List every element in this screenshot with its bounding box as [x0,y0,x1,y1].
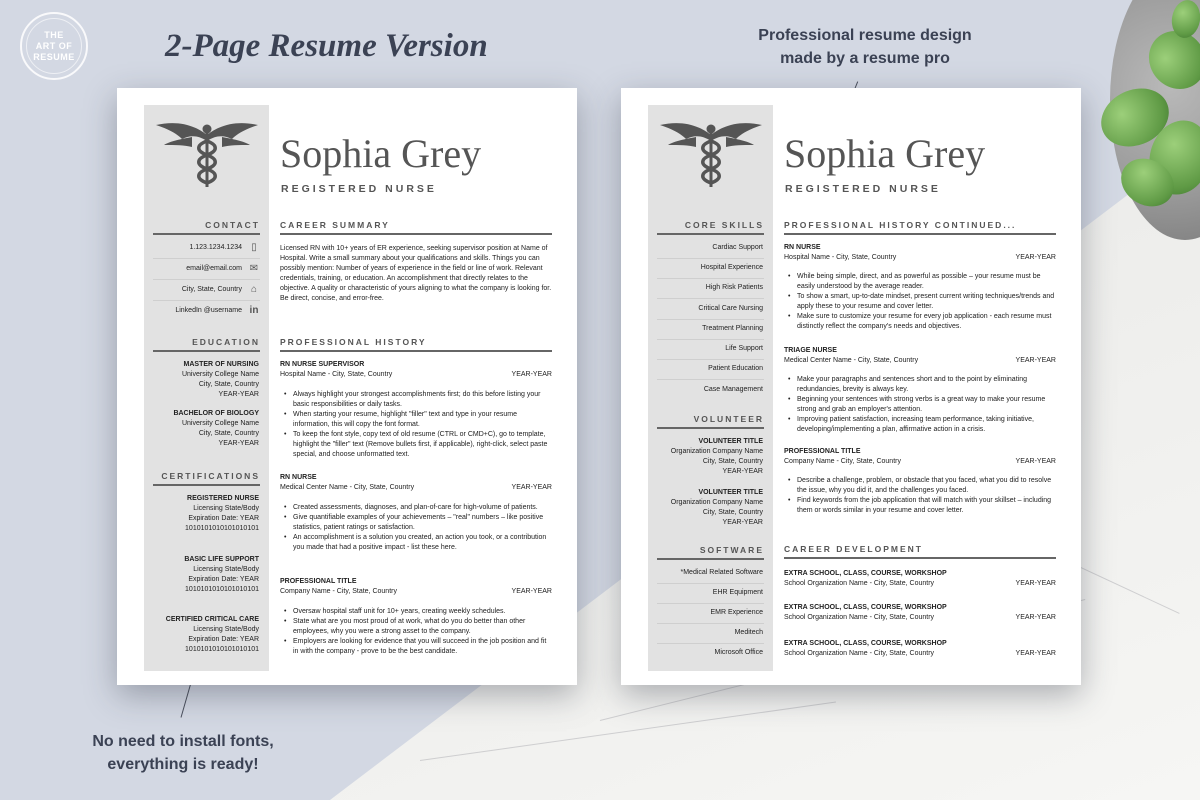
certifications-heading: CERTIFICATIONS [153,471,260,486]
volunteer-place: City, State, Country [702,458,763,465]
degree: BACHELOR OF BIOLOGY [173,410,259,417]
candidate-role: REGISTERED NURSE [281,183,437,195]
job-place: Medical Center Name - City, State, Country [280,484,415,491]
job-entry [784,243,1056,332]
job-entry [280,577,552,657]
job-bullet: • State what are you most proud of at work, what do you do better than other employees, why you were a strong asset to the company. [280,617,552,637]
skill-item: Patient Education [708,365,763,372]
cert-expiration: Expiration Date: YEAR [188,636,259,643]
cert-number: 1010101010101010101 [185,646,259,653]
cert-body: Licensing State/Body [193,626,259,633]
volunteer-title: VOLUNTEER TITLE [698,489,763,496]
volunteer-years: YEAR-YEAR [722,468,763,475]
envelope-icon: ✉ [249,263,259,274]
divider [657,359,764,360]
skill-item: Life Support [725,345,763,352]
software-item: EMR Experience [710,609,763,616]
caduceus-icon [152,115,262,187]
job-title: RN NURSE SUPERVISOR [280,361,365,368]
divider [153,300,260,301]
education-item [147,409,259,449]
course-place: School Organization Name - City, State, Country [784,614,935,621]
job-bullet: • When starting your resume, highlight "filler" text and type in your resume information, this will copy the font format. [280,410,552,430]
job-bullet: • Created assessments, diagnoses, and plan-of-care for high-volume of patients. [280,503,552,513]
software-item: Meditech [734,629,763,636]
volunteer-org: Organization Company Name [670,499,763,506]
job-bullet: • While being simple, direct, and as powerful as possible – your resume must be easily understood by the average reader. [784,272,1056,292]
job-bullet: • Always highlight your strongest accomplishments first; do this before listing your basic responsibilities or daily tasks. [280,390,552,410]
summary-text: Licensed RN with 10+ years of ER experience, seeking supervisor position at Name of Hospital. Write a small summary about your qualifications and skills. Things you can possibly mention: Number of years of experience in the field or line of work. Relevant credentials, training, or education. An accomplishment that directly relates to the objective. A quality or characteristic of yours aligning to what the company is looking for. Be direct, concise, and error-free. [280,245,552,302]
callout-text: No need to install fonts, [92,733,274,750]
contact-phone-text: 1.123.1234.1234 [189,244,242,251]
skill-item: Cardiac Support [712,244,763,251]
school: University College Name [181,371,259,378]
job-bullet: • An accomplishment is a solution you created, an action you took, or a contribution you made that had a positive impact - list these here. [280,533,552,553]
development-heading: CAREER DEVELOPMENT [784,544,1056,559]
divider [657,278,764,279]
software-heading: SOFTWARE [657,545,764,560]
software-item: *Medical Related Software [680,569,763,576]
job-title: RN NURSE [280,474,317,481]
school-place: City, State, Country [198,430,259,437]
job-bullet: • To show a smart, up-to-date mindset, present current writing techniques/trends and apply these to your resume and cover letter. [784,292,1056,312]
cert-number: 1010101010101010101 [185,525,259,532]
job-title: TRIAGE NURSE [784,347,837,354]
course-title: EXTRA SCHOOL, CLASS, COURSE, WORKSHOP [784,604,947,611]
job-place: Company Name - City, State, Country [280,588,397,595]
contact-linkedin [153,305,260,316]
phone-icon: ▯ [251,242,257,253]
linkedin-icon: in [249,305,259,316]
job-title: RN NURSE [784,244,821,251]
callout-top [730,24,1000,70]
contact-location-text: City, State, Country [181,286,242,293]
job-years: YEAR-YEAR [1015,357,1056,364]
cert-expiration: Expiration Date: YEAR [188,576,259,583]
skill-item: High Risk Patients [705,284,763,291]
job-place: Hospital Name - City, State, Country [784,254,897,261]
certification-item [147,555,259,595]
contact-email-text: email@email.com [186,265,242,272]
divider [657,298,764,299]
volunteer-org: Organization Company Name [670,448,763,455]
cert-expiration: Expiration Date: YEAR [188,515,259,522]
divider [657,643,764,644]
job-years: YEAR-YEAR [511,588,552,595]
divider [657,258,764,259]
volunteer-heading: VOLUNTEER [657,414,764,429]
skill-item: Critical Care Nursing [698,305,763,312]
job-title: PROFESSIONAL TITLE [784,448,861,455]
skills-heading: CORE SKILLS [657,220,764,235]
divider [657,623,764,624]
course-years: YEAR-YEAR [1015,650,1056,657]
history-continued-heading: PROFESSIONAL HISTORY CONTINUED... [784,220,1056,235]
job-entry [784,346,1056,435]
job-years: YEAR-YEAR [1015,254,1056,261]
certification-item [147,615,259,655]
divider [657,339,764,340]
volunteer-years: YEAR-YEAR [722,519,763,526]
volunteer-item [651,488,763,528]
contact-heading: CONTACT [153,220,260,235]
cert-title: CERTIFIED CRITICAL CARE [165,616,259,623]
divider [657,603,764,604]
logo-text: ART OF [35,40,73,51]
contact-linkedin-text: LinkedIn @username [175,307,242,314]
resume-page-1 [117,88,577,685]
summary-heading: CAREER SUMMARY [280,220,552,235]
cert-body: Licensing State/Body [193,566,259,573]
art-of-resume-logo [20,12,88,80]
job-bullet: • Describe a challenge, problem, or obstacle that you faced, what you did to resolve the issue, why you did it, and the challenges you faced. [784,476,1056,496]
resume-page-2 [621,88,1081,685]
volunteer-title: VOLUNTEER TITLE [698,438,763,445]
degree: MASTER OF NURSING [183,361,259,368]
job-bullet: • To keep the font style, copy text of old resume (CTRL or CMD+C), go to template, highlight the "filler" text (Remove bullets first, if applicable), right-click, select paste special, and choose unformatted text. [280,430,552,460]
software-item: Microsoft Office [714,649,763,656]
divider [153,258,260,259]
job-entry [784,447,1056,516]
course-title: EXTRA SCHOOL, CLASS, COURSE, WORKSHOP [784,640,947,647]
caduceus-icon [656,115,766,187]
certification-item [147,494,259,534]
divider [657,583,764,584]
volunteer-item [651,437,763,477]
cert-body: Licensing State/Body [193,505,259,512]
education-item [147,360,259,400]
skill-item: Treatment Planning [702,325,763,332]
logo-text: RESUME [33,51,75,62]
callout-text: made by a resume pro [780,50,950,67]
job-years: YEAR-YEAR [511,484,552,491]
course-title: EXTRA SCHOOL, CLASS, COURSE, WORKSHOP [784,570,947,577]
volunteer-place: City, State, Country [702,509,763,516]
callout-bottom [58,730,308,776]
candidate-role: REGISTERED NURSE [785,183,941,195]
candidate-name: Sophia Grey [784,131,986,176]
school-years: YEAR-YEAR [218,391,259,398]
job-bullet: • Improving patient satisfaction, increasing team performance, taking initiative, developing/implementing a plan, affirmative action in a crisis. [784,415,1056,435]
cert-title: BASIC LIFE SUPPORT [184,556,259,563]
job-place: Hospital Name - City, State, Country [280,371,393,378]
job-place: Medical Center Name - City, State, Country [784,357,919,364]
development-item [784,639,1056,659]
cert-number: 1010101010101010101 [185,586,259,593]
job-bullet: • Oversaw hospital staff unit for 10+ years, creating weekly schedules. [280,607,552,617]
logo-text: THE [44,29,64,40]
school-years: YEAR-YEAR [218,440,259,447]
school-place: City, State, Country [198,381,259,388]
callout-text: everything is ready! [107,756,259,773]
school: University College Name [181,420,259,427]
education-heading: EDUCATION [153,337,260,352]
contact-phone [153,242,260,253]
job-years: YEAR-YEAR [511,371,552,378]
development-item [784,569,1056,589]
development-item [784,603,1056,623]
job-entry [280,360,552,460]
job-bullet: • Beginning your sentences with strong verbs is a great way to make your resume strong and grab an employer's attention. [784,395,1056,415]
history-heading: PROFESSIONAL HISTORY [280,337,552,352]
job-bullet: • Make your paragraphs and sentences short and to the point by eliminating redundancies, brevity is always key. [784,375,1056,395]
divider [153,279,260,280]
job-title: PROFESSIONAL TITLE [280,578,357,585]
course-years: YEAR-YEAR [1015,580,1056,587]
contact-email [153,263,260,274]
course-years: YEAR-YEAR [1015,614,1056,621]
software-item: EHR Equipment [712,589,763,596]
candidate-name: Sophia Grey [280,131,482,176]
headline: 2-Page Resume Version [165,28,488,64]
job-bullet: • Give quantifiable examples of your achievements – "real" numbers – like positive statistics, patient ratings or satisfaction. [280,513,552,533]
job-bullet: • Employers are looking for evidence that you will succeed in the job position and fit in with the company - prove to be the best candidate. [280,637,552,657]
skill-item: Case Management [703,386,763,393]
contact-location [153,284,260,295]
course-place: School Organization Name - City, State, Country [784,580,935,587]
divider [657,379,764,380]
course-place: School Organization Name - City, State, Country [784,650,935,657]
job-years: YEAR-YEAR [1015,458,1056,465]
home-icon: ⌂ [250,284,258,295]
divider [657,319,764,320]
job-entry [280,473,552,553]
skill-item: Hospital Experience [700,264,763,271]
job-bullet: • Make sure to customize your resume for every job application - each resume must distinctly reflect the company's needs and objectives. [784,312,1056,332]
callout-text: Professional resume design [758,27,972,44]
cert-title: REGISTERED NURSE [187,495,259,502]
job-place: Company Name - City, State, Country [784,458,901,465]
job-bullet: • Find keywords from the job application that will match with your skillset – including them or words similar in your resume and cover letter. [784,496,1056,516]
